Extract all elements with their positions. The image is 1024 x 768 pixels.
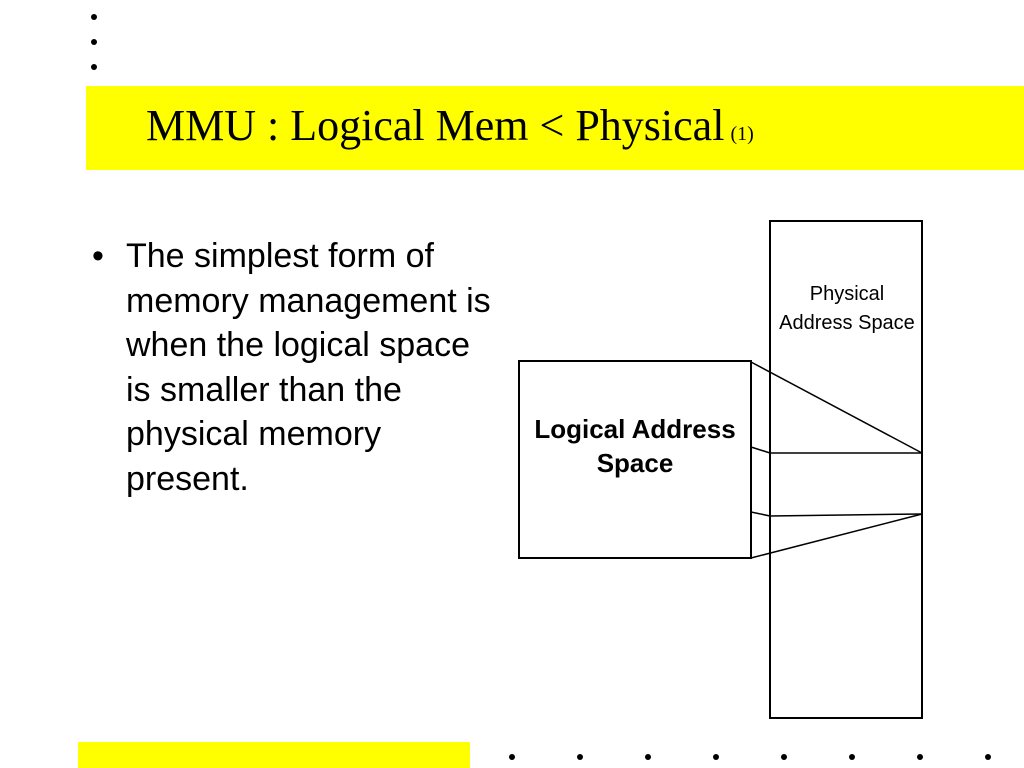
mapping-line (751, 447, 770, 453)
dot (577, 754, 583, 760)
dot (781, 754, 787, 760)
title-main: MMU : Logical Mem < Physical (146, 101, 725, 150)
bullet-marker: • (92, 237, 104, 275)
mapping-line (751, 514, 922, 558)
dot (509, 754, 515, 760)
dot (849, 754, 855, 760)
dot (917, 754, 923, 760)
dot (645, 754, 651, 760)
dot (713, 754, 719, 760)
mapping-line (770, 514, 922, 516)
logical-address-space-label: Logical Address Space (534, 414, 736, 478)
mapping-line (751, 362, 922, 453)
bullet-text: The simplest form of memory management is when the logical space is smaller than the physical memory present. (126, 237, 491, 498)
physical-address-space-label: Physical Address Space (779, 283, 915, 334)
decorative-dots-horizontal (500, 752, 1010, 762)
dot (985, 754, 991, 760)
title-suffix: (1) (730, 123, 754, 145)
mapping-line (751, 512, 770, 516)
footer-band (78, 742, 470, 768)
